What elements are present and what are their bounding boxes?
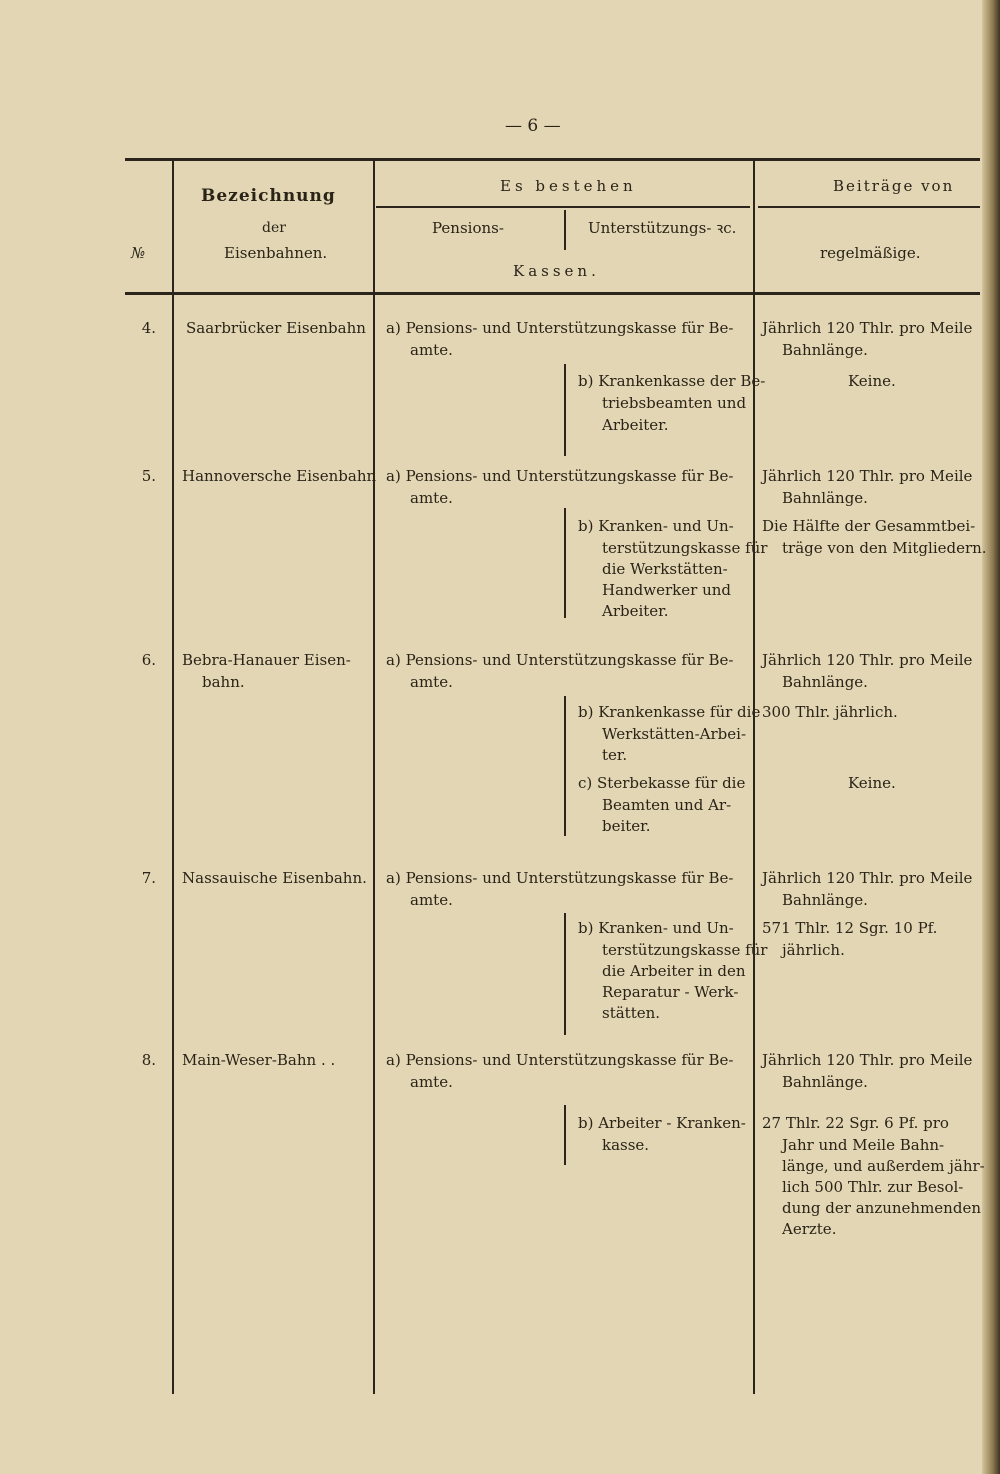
header-es-bestehen: Es bestehen — [500, 177, 637, 195]
row-4-name: Saarbrücker Eisenbahn — [186, 319, 366, 337]
row-6-b-line3: ter. — [602, 746, 628, 764]
row-7-beitrag-b-line1: 571 Thlr. 12 Sgr. 10 Pf. — [762, 919, 938, 937]
row-8-beitrag-b-line4: lich 500 Thlr. zur Besol- — [782, 1178, 964, 1196]
header-unterstuetzungs: Unterstützungs- ꝛc. — [588, 219, 737, 237]
row-7-b-line5: stätten. — [602, 1004, 661, 1022]
sub-divider-r7 — [564, 913, 566, 1035]
header-no: № — [131, 244, 146, 262]
row-5-b-line5: Arbeiter. — [602, 602, 669, 620]
row-4-b-line2: triebsbeamten und — [602, 394, 747, 412]
header-pensions: Pensions- — [432, 219, 504, 237]
sub-divider-r6 — [564, 696, 566, 836]
row-6-beitrag-c: Keine. — [848, 774, 896, 792]
page-edge — [982, 0, 1000, 1474]
row-8-beitrag-a-line1: Jährlich 120 Thlr. pro Meile — [762, 1051, 973, 1069]
body-divider-2 — [373, 294, 375, 1394]
header-bottom-rule — [125, 292, 980, 295]
row-number-4: 4. — [141, 319, 156, 337]
header-eisenbahnen: Eisenbahnen. — [224, 244, 328, 262]
header-bezeichnung: Bezeichnung — [201, 186, 336, 206]
row-5-a-line2: amte. — [410, 489, 453, 507]
row-7-beitrag-a-line1: Jährlich 120 Thlr. pro Meile — [762, 869, 973, 887]
header-kassen: Kassen. — [513, 262, 600, 280]
row-5-b-line2: terstützungskasse für — [602, 539, 768, 557]
row-6-beitrag-a-line1: Jährlich 120 Thlr. pro Meile — [762, 651, 973, 669]
row-4-beitrag-b: Keine. — [848, 372, 896, 390]
row-5-a-line1: a) Pensions- und Unterstützungskasse für Be- — [386, 467, 734, 485]
header-beitraege-von: Beiträge von — [833, 177, 955, 195]
row-8-b-line1: b) Arbeiter - Kranken- — [578, 1114, 746, 1132]
row-7-b-line2: terstützungskasse für — [602, 941, 768, 959]
row-5-beitrag-a-line2: Bahnlänge. — [782, 489, 868, 507]
row-7-beitrag-a-line2: Bahnlänge. — [782, 891, 868, 909]
row-6-a-line2: amte. — [410, 673, 453, 691]
row-7-a-line2: amte. — [410, 891, 453, 909]
row-6-b-line1: b) Krankenkasse für die — [578, 703, 761, 721]
es-bestehen-rule — [376, 206, 750, 208]
row-7-beitrag-b-line2: jährlich. — [782, 941, 845, 959]
row-7-name: Nassauische Eisenbahn. — [182, 869, 367, 887]
body-divider-1 — [172, 294, 174, 1394]
header-regelmaessige: regelmäßige. — [820, 244, 921, 262]
row-5-beitrag-a-line1: Jährlich 120 Thlr. pro Meile — [762, 467, 973, 485]
row-5-beitrag-b-line1: Die Hälfte der Gesammtbei- — [762, 517, 976, 535]
row-4-a-line2: amte. — [410, 341, 453, 359]
sub-divider-r4 — [564, 364, 566, 456]
row-7-a-line1: a) Pensions- und Unterstützungskasse für Be- — [386, 869, 734, 887]
row-6-c-line3: beiter. — [602, 817, 651, 835]
sub-divider-r5 — [564, 508, 566, 618]
row-number-5: 5. — [141, 467, 156, 485]
sub-divider-r8 — [564, 1105, 566, 1165]
row-4-b-line3: Arbeiter. — [602, 416, 669, 434]
row-6-name-line1: Bebra-Hanauer Eisen- — [182, 651, 351, 669]
row-6-a-line1: a) Pensions- und Unterstützungskasse für Be- — [386, 651, 734, 669]
row-5-b-line3: die Werkstätten- — [602, 560, 728, 578]
row-6-c-line1: c) Sterbekasse für die — [578, 774, 746, 792]
row-4-beitrag-a-line1: Jährlich 120 Thlr. pro Meile — [762, 319, 973, 337]
header-top-rule — [125, 158, 980, 161]
row-8-a-line1: a) Pensions- und Unterstützungskasse für Be- — [386, 1051, 734, 1069]
row-8-beitrag-b-line1: 27 Thlr. 22 Sgr. 6 Pf. pro — [762, 1114, 949, 1132]
row-number-7: 7. — [141, 869, 156, 887]
row-number-6: 6. — [141, 651, 156, 669]
beitraege-rule — [758, 206, 980, 208]
row-8-name: Main-Weser-Bahn . . — [182, 1051, 336, 1069]
row-8-b-line2: kasse. — [602, 1136, 650, 1154]
row-4-b-line1: b) Krankenkasse der Be- — [578, 372, 766, 390]
row-8-beitrag-b-line2: Jahr und Meile Bahn- — [782, 1136, 945, 1154]
header-divider-2 — [373, 160, 375, 294]
row-number-8: 8. — [141, 1051, 156, 1069]
header-der: der — [262, 220, 286, 236]
row-8-beitrag-b-line6: Aerzte. — [782, 1220, 837, 1238]
header-divider-4 — [753, 160, 755, 294]
header-divider-1 — [172, 160, 174, 294]
row-6-c-line2: Beamten und Ar- — [602, 796, 732, 814]
row-8-beitrag-a-line2: Bahnlänge. — [782, 1073, 868, 1091]
row-6-beitrag-a-line2: Bahnlänge. — [782, 673, 868, 691]
row-5-b-line4: Handwerker und — [602, 581, 732, 599]
row-4-beitrag-a-line2: Bahnlänge. — [782, 341, 868, 359]
row-4-a-line1: a) Pensions- und Unterstützungskasse für Be- — [386, 319, 734, 337]
row-8-a-line2: amte. — [410, 1073, 453, 1091]
row-6-beitrag-b: 300 Thlr. jährlich. — [762, 703, 898, 721]
row-7-b-line1: b) Kranken- und Un- — [578, 919, 734, 937]
row-7-b-line3: die Arbeiter in den — [602, 962, 746, 980]
row-8-beitrag-b-line3: länge, und außerdem jähr- — [782, 1157, 985, 1175]
header-divider-3 — [564, 210, 566, 250]
row-7-b-line4: Reparatur - Werk- — [602, 983, 739, 1001]
row-5-b-line1: b) Kranken- und Un- — [578, 517, 734, 535]
body-divider-3 — [753, 294, 755, 1394]
row-5-beitrag-b-line2: träge von den Mitgliedern. — [782, 539, 987, 557]
page-number: — 6 — — [505, 116, 561, 136]
row-6-name-line2: bahn. — [202, 673, 245, 691]
row-5-name: Hannoversche Eisenbahn — [182, 467, 377, 485]
row-8-beitrag-b-line5: dung der anzunehmenden — [782, 1199, 981, 1217]
row-6-b-line2: Werkstätten-Arbei- — [602, 725, 747, 743]
